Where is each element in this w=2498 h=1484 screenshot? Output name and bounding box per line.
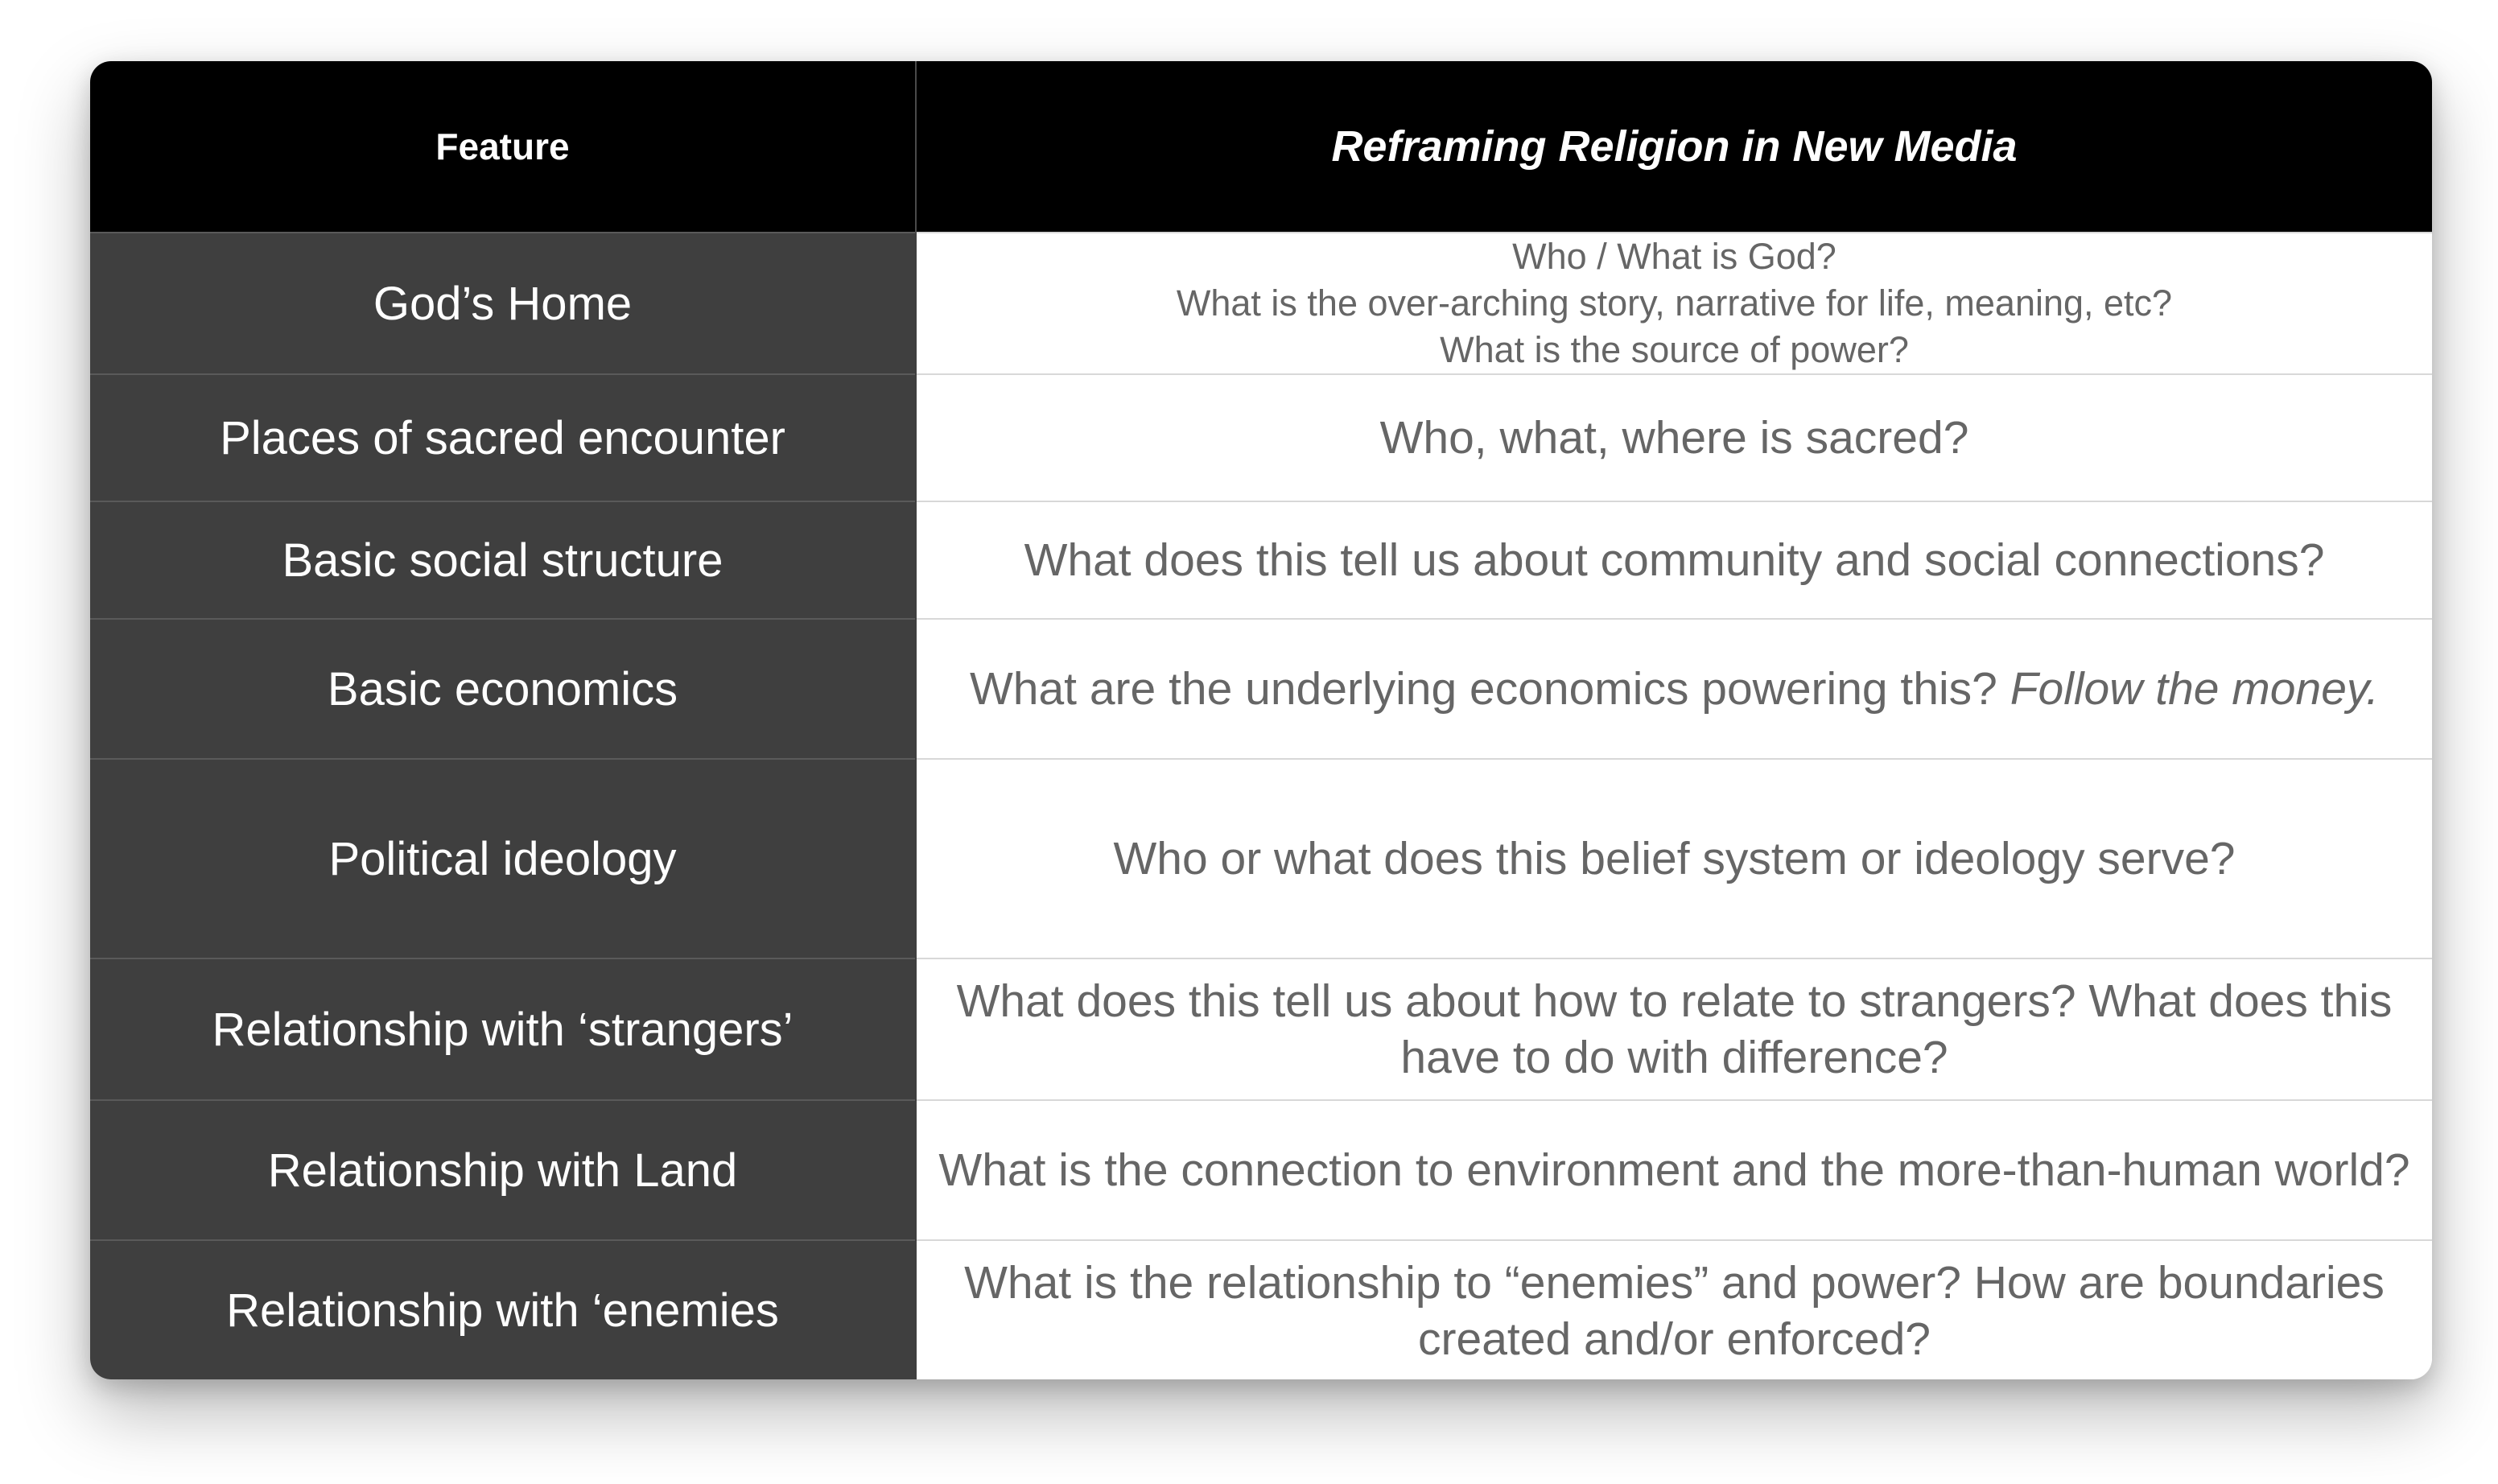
table-row <box>90 501 2432 619</box>
question-line: What is the over-arching story, narrative for life, meaning, etc? <box>1176 282 2173 324</box>
feature-cell: God’s Home <box>90 233 916 374</box>
question-cell: Who, what, where is sacred? <box>916 374 2432 501</box>
feature-cell: Relationship with Land <box>90 1100 916 1240</box>
topic-column-header: Reframing Religion in New Media <box>916 61 2432 233</box>
question-line: What is the source of power? <box>1440 329 1909 370</box>
header-row <box>90 61 2432 233</box>
features-table <box>90 61 2432 1379</box>
question-line: Who / What is God? <box>1512 236 1836 277</box>
question-cell <box>916 619 2432 759</box>
feature-cell: Relationship with ‘strangers’ <box>90 958 916 1100</box>
table-row <box>90 619 2432 759</box>
feature-cell: Places of sacred encounter <box>90 374 916 501</box>
feature-cell: Basic economics <box>90 619 916 759</box>
feature-column-header: Feature <box>90 61 916 233</box>
table-row <box>90 958 2432 1100</box>
question-cell <box>916 233 2432 374</box>
question-cell: What does this tell us about community and social connections? <box>916 501 2432 619</box>
question-text: What are the underlying economics powering this? <box>969 663 1997 715</box>
feature-cell: Basic social structure <box>90 501 916 619</box>
table-row <box>90 1240 2432 1379</box>
question-emphasis: Follow the money. <box>2010 663 2379 715</box>
question-cell: What does this tell us about how to relate to strangers? What does this have to do with difference? <box>916 958 2432 1100</box>
question-cell: What is the relationship to “enemies” and power? How are boundaries created and/or enforced? <box>916 1240 2432 1379</box>
table-window <box>90 61 2432 1379</box>
feature-cell: Political ideology <box>90 759 916 958</box>
table-row <box>90 759 2432 958</box>
table-row <box>90 1100 2432 1240</box>
feature-cell: Relationship with ‘enemies <box>90 1240 916 1379</box>
question-cell: Who or what does this belief system or ideology serve? <box>916 759 2432 958</box>
table-row <box>90 374 2432 501</box>
question-cell: What is the connection to environment and the more-than-human world? <box>916 1100 2432 1240</box>
table-row <box>90 233 2432 374</box>
